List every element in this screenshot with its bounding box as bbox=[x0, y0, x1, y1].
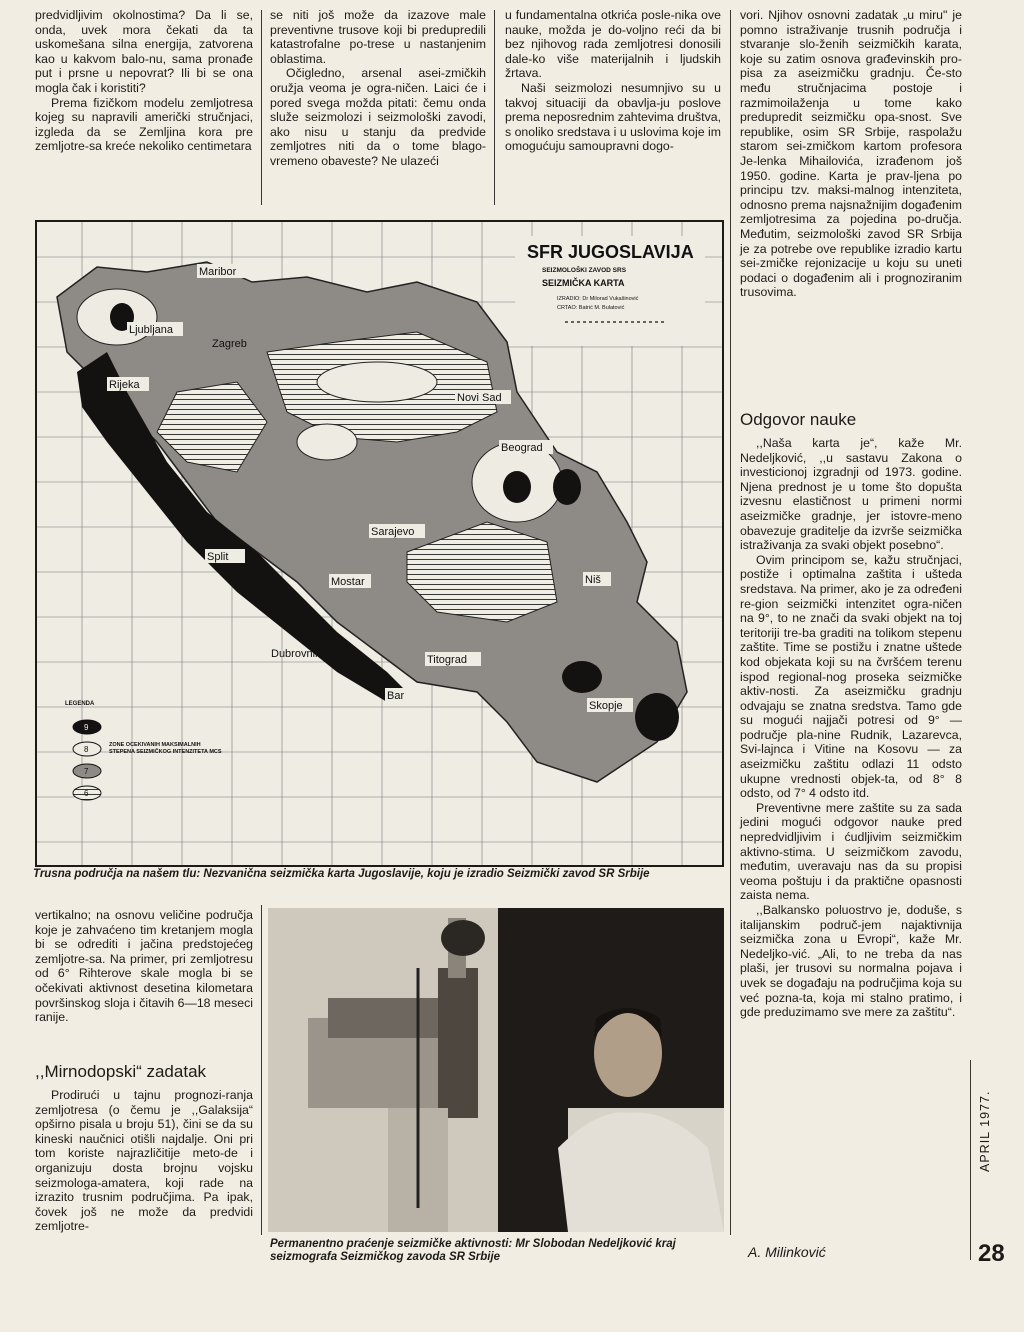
column-4 bbox=[740, 8, 962, 300]
zone-8-area bbox=[297, 424, 357, 460]
column-divider bbox=[494, 10, 495, 205]
page-edge-rule bbox=[970, 1060, 971, 1260]
paragraph: vori. Njihov osnovni zadatak „u miru" je pomno istraživanje trusnih područja i stvaranje slo-ženih seizmičkih karata, koje su zatim osnova građevinskih pro-pisa za aseizmičku gradnju. Če-sto među stručnjacima postoje i razmimoilaženja u tome kako predupredit seizmičku opa-snost. Sve republike, osim SR Srbije, raspolažu starom sei-zmičkom kartom profesora Je-lenka Mihailovića, izrađenom još 1950. godine. Karta je prav-ljena po principu tzv. maksi-malnog intenziteta, odnosno prema najsnažnijim događenim zemljotresima za pojedina po-dručja. Međutim, seizmološki zavod SR Srbija je za potrebe ove republike izradio kartu sei-zmičke rejonizacije u koju su uneti podaci o događenim ali i prognoziranim trusovima. bbox=[740, 8, 962, 300]
column-1-top bbox=[35, 8, 253, 154]
seismic-map bbox=[35, 220, 724, 867]
map-legend bbox=[65, 701, 224, 800]
city-label: Beograd bbox=[501, 442, 543, 454]
city-label: Novi Sad bbox=[457, 392, 502, 404]
author-byline: A. Milinković bbox=[748, 1244, 826, 1260]
city-label: Dubrovnik bbox=[271, 648, 321, 660]
column-3-top bbox=[505, 8, 721, 154]
column-2-top bbox=[270, 8, 486, 169]
zone-9-area bbox=[553, 469, 581, 505]
paragraph: Očigledno, arsenal asei-zmičkih oružja veoma je ogra-ničen. Laici će i pored svega možda pitati: čemu onda služe seizmolozi i seizmološki zavodi, ako nisu u stanju da predvide zemljotres niti da o tome blago-vremeno obaveste? Ne ulazeći bbox=[270, 66, 486, 168]
paragraph: Prodirući u tajnu prognozi-ranja zemljotresa (o čemu je ,,Galaksija“ opširno pisala u broju 51), čini se da su kineski naučnici otišli najdalje. Oni pri tom koriste najrazličitije meto-de i organizuju dosta brojnu vojsku seizmologa-amatera, koji rade na izrazito trusnim područjima. Pa ipak, čovek još ne može da predvidi zemljotre- bbox=[35, 1088, 253, 1234]
column-1-bottom-continued bbox=[35, 1088, 253, 1234]
legend-label: 7 bbox=[84, 767, 89, 776]
map-title: SFR JUGOSLAVIJA bbox=[527, 242, 694, 262]
map-author: IZRADIO: Dr Milorad Vukašinović bbox=[557, 296, 639, 302]
column-divider bbox=[261, 905, 262, 1235]
paragraph: predvidljivim okolnostima? Da li se, onda, uvek mora čekati da ta uskomešana silna energija, zatvorena kao u kakvom balo-nu, sama pronađe put i prsne u nepovrat? Ili bi se ona mogla čak i koristiti? bbox=[35, 8, 253, 95]
map-graphic bbox=[37, 222, 722, 865]
column-4-continued bbox=[740, 436, 962, 1020]
city-label: Maribor bbox=[199, 266, 237, 278]
seismograph-photo bbox=[268, 908, 724, 1232]
map-name: SEIZMIČKA KARTA bbox=[542, 278, 625, 288]
legend-label: 9 bbox=[84, 723, 89, 732]
city-label: Niš bbox=[585, 574, 601, 586]
paragraph: vertikalno; na osnovu veličine područja koje je zahvaćeno tim kretanjem mogla bi se odrediti i jačina predstojećeg zemljotre-sa. Na primer, pri zemljotresu od 6° Rihterove skale mogla bi se očekivati aktivnost desetina kilometara površinskog sloja i čitavih 6—18 meseci ranije. bbox=[35, 908, 253, 1025]
paragraph: Preventivne mere zaštite su za sada jedini mogući odgovor nauke pred nepredvidljivim i ćudljivim seizmičkim aktivno-stima. U seizmičkom zavodu, međutim, uveravaju nas da su propisi veoma poštuju i da praktične opasnosti zaista nema. bbox=[740, 800, 962, 903]
section-heading: Odgovor nauke bbox=[740, 410, 857, 429]
paragraph: u fundamentalna otkrića posle-nika ove nauke, možda je do-voljno reći da bi bez njihovog rada zemljotresi donosili dale-ko više materijalnih i ljudskih žrtava. bbox=[505, 8, 721, 81]
map-draftsman: CRTAO: Batrić M. Bulatović bbox=[557, 305, 625, 311]
zone-8-area bbox=[317, 362, 437, 402]
photo-caption: Permanentno praćenje seizmičke aktivnosti: Mr Slobodan Nedeljković kraj seizmografa Seizmičkog zavoda SR Srbije bbox=[270, 1238, 676, 1263]
city-label: Zagreb bbox=[212, 338, 247, 350]
city-label: Mostar bbox=[331, 576, 365, 588]
city-label: Split bbox=[207, 551, 229, 563]
paragraph: Ovim principom se, kažu stručnjaci, postiže i optimalna zaštita i ušteda sredstava. Na primer, ako je za određeni re-gion seizmički intenzitet ogra-ničen na 9°, to ne znači da svaki objekt na toj teritoriji tre-ba graditi na tolikom stepenu zaštite. Time se postižu i znatne uštede kod objekata koji su na čvršćem terenu ispod regional-nog proseka seizmičke aktiv-nosti. Za aseizmičku gradnju odvajaju se znatna sredstva. Tamo gde su mogući najjači potresi od 9° — područje pla-nine Rudnik, Lazarevca, Svi-lajnca i Vitine na Kosovu — za aseizmičku zaštitu odlazi 11 odsto ukupne vrednosti objek-ta, od 8° 8 odsto, od 7° 4 odsto itd. bbox=[740, 552, 962, 801]
map-subtitle: SEIZMOLOŠKI ZAVOD SRS bbox=[542, 267, 627, 274]
city-label: Titograd bbox=[427, 654, 467, 666]
column-divider bbox=[730, 10, 731, 1235]
map-caption: Trusna područja na našem tlu: Nezvanična seizmička karta Jugoslavije, koju je izradio Seizmički zavod SR Srbije bbox=[33, 868, 650, 880]
legend-title: LEGENDA bbox=[65, 701, 95, 707]
city-label: Sarajevo bbox=[371, 526, 415, 538]
zone-9-area bbox=[503, 471, 531, 503]
paragraph: ,,Balkansko poluostrvo je, doduše, s italijanskim područ-jem najaktivnija seizmička zona u Evropi“, kaže Mr. Nedeljko-vić. „Ali, to ne treba da nas plaši, jer trusovi su normalna pojava i uvek se događaju na područjima koja su već pozna-ta, koja mi stalno pratimo, i gde preduzimamo sve mere za zaštitu“. bbox=[740, 903, 962, 1020]
city-label: Ljubljana bbox=[129, 324, 174, 336]
column-divider bbox=[261, 10, 262, 205]
page-number: 28 bbox=[978, 1240, 1005, 1267]
column-1-bottom bbox=[35, 908, 253, 1025]
zone-9-area bbox=[562, 661, 602, 693]
legend-label: 8 bbox=[84, 745, 89, 754]
city-label: Skopje bbox=[589, 700, 623, 712]
paragraph: Prema fizičkom modelu zemljotresa kojeg su napravili američki stručnjaci, izgleda da se Zemljina kora pre zemljotre-sa kreće nekoliko centimetara bbox=[35, 95, 253, 154]
paragraph: ,,Naša karta je“, kaže Mr. Nedeljković, ,,u sastavu Zakona o investicionoj izgradnji od 1973. godine. Njena prednost je u tome što dopušta izvesnu elastičnost u primeni normi aseizmičke gradnje, jer istovre-meno obavezuje graditelje da izvrše seizmička istraživanja za svaki objekt posebno“. bbox=[740, 436, 962, 553]
city-label: Rijeka bbox=[109, 379, 140, 391]
map-title-block bbox=[515, 236, 705, 346]
paragraph: Naši seizmolozi nesumnjivo su u takvoj situaciji da obavlja-ju poslove prema neposrednim zahtevima društva, s onoliko sredstava i u uslovima koje im omogućuju samoupravni dogo- bbox=[505, 80, 721, 154]
city-label: Bar bbox=[387, 690, 405, 702]
legend-label: 6 bbox=[84, 789, 89, 798]
issue-date: APRIL 1977. bbox=[978, 1090, 992, 1172]
section-heading: ,,Mirnodopski“ zadatak bbox=[35, 1062, 207, 1081]
paragraph: se niti još može da izazove male preventivne trusove koji bi predupredili katastrofalne po-trese u nastanjenim oblastima. bbox=[270, 8, 486, 66]
legend-text: ZONE OČEKIVANIH MAKSIMALNIH STEPENA SEIZMIČKOG INTENZITETA MCS bbox=[109, 742, 222, 755]
zone-9-area bbox=[635, 693, 679, 741]
